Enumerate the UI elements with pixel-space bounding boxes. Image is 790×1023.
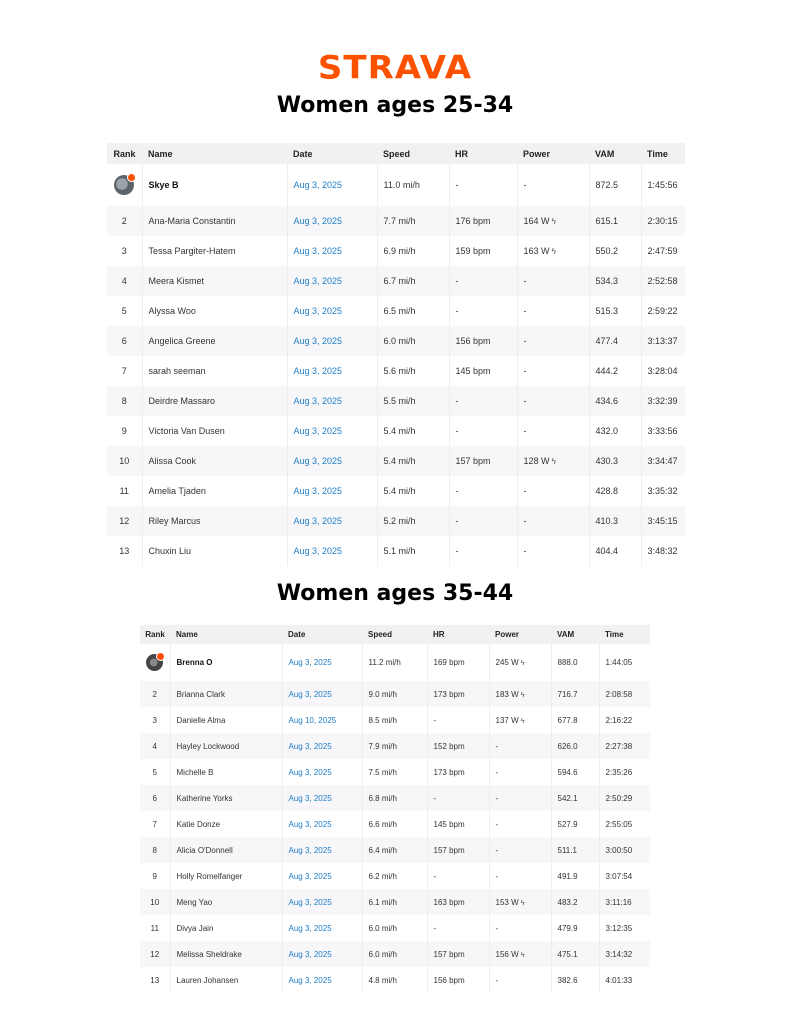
hr-cell: 176 bpm <box>449 206 517 236</box>
leaderboard-table <box>107 143 685 566</box>
vam-cell: 872.5 <box>589 164 641 206</box>
time-cell: 2:47:59 <box>647 246 678 256</box>
power-value: 137 W <box>495 715 519 725</box>
power-cell <box>489 967 551 993</box>
rank-cell: 5 <box>140 759 170 785</box>
athlete-name[interactable]: Meng Yao <box>170 889 282 915</box>
table-row[interactable] <box>107 416 685 446</box>
speed-cell: 5.5 mi/h <box>377 386 449 416</box>
table-row[interactable] <box>107 476 685 506</box>
power-cell <box>517 236 589 266</box>
activity-date-link[interactable]: Aug 3, 2025 <box>287 386 377 416</box>
hr-cell: - <box>449 386 517 416</box>
table-row[interactable] <box>140 707 650 733</box>
vam-cell: 626.0 <box>551 733 599 759</box>
time-cell: 3:07:54 <box>605 871 633 881</box>
hr-cell: - <box>449 164 517 206</box>
speed-cell: 6.4 mi/h <box>362 837 427 863</box>
athlete-name[interactable]: Hayley Lockwood <box>170 733 282 759</box>
vam-cell: 534.3 <box>589 266 641 296</box>
athlete-name[interactable]: Katherine Yorks <box>170 785 282 811</box>
activity-date-link[interactable]: Aug 3, 2025 <box>287 266 377 296</box>
time-cell: 3:13:37 <box>641 326 685 356</box>
rank-cell: 13 <box>140 967 170 993</box>
rank-cell: 11 <box>140 915 170 941</box>
table-row[interactable] <box>140 863 650 889</box>
column-header-power: Power <box>489 625 551 644</box>
power-value: - <box>495 975 499 985</box>
vam-cell: 888.0 <box>551 644 599 681</box>
activity-date-link[interactable]: Aug 3, 2025 <box>282 759 362 785</box>
rank-cell <box>107 164 142 206</box>
vam-cell: 382.6 <box>551 967 599 993</box>
athlete-name[interactable]: Lauren Johansen <box>170 967 282 993</box>
speed-cell: 8.5 mi/h <box>362 707 427 733</box>
rank-cell: 10 <box>107 446 142 476</box>
activity-date-link[interactable]: Aug 3, 2025 <box>282 967 362 993</box>
power-cell <box>489 644 551 681</box>
hr-cell: - <box>449 536 517 566</box>
vam-cell: 404.4 <box>589 536 641 566</box>
hr-cell: 157 bpm <box>427 837 489 863</box>
leaderboard-table <box>140 625 650 993</box>
lightning-bolt-icon: ϟ <box>520 658 525 667</box>
hr-cell: 169 bpm <box>427 644 489 681</box>
activity-date-link[interactable]: Aug 3, 2025 <box>282 941 362 967</box>
hr-cell: 156 bpm <box>427 967 489 993</box>
power-cell <box>517 476 589 506</box>
vam-cell: 444.2 <box>589 356 641 386</box>
table-row[interactable] <box>107 446 685 476</box>
strava-wordmark: STRAVA <box>317 49 473 87</box>
rank-cell: 5 <box>107 296 142 326</box>
activity-date-link[interactable]: Aug 3, 2025 <box>282 811 362 837</box>
time-cell: 2:55:05 <box>605 819 633 829</box>
power-value: - <box>495 741 499 751</box>
time-cell: 3:12:35 <box>605 923 633 933</box>
power-value: - <box>495 819 499 829</box>
power-value: - <box>523 366 527 376</box>
power-cell <box>489 915 551 941</box>
power-value: 128 W <box>523 456 550 466</box>
table-row[interactable] <box>107 266 685 296</box>
activity-date-link[interactable]: Aug 3, 2025 <box>282 785 362 811</box>
vam-cell: 483.2 <box>551 889 599 915</box>
athlete-name[interactable]: Holly Romelfanger <box>170 863 282 889</box>
table-row[interactable] <box>140 733 650 759</box>
power-cell <box>489 707 551 733</box>
time-cell: 1:44:05 <box>605 658 633 667</box>
activity-date-link[interactable]: Aug 3, 2025 <box>287 506 377 536</box>
hr-cell: - <box>449 296 517 326</box>
table-row[interactable] <box>140 811 650 837</box>
speed-cell: 7.9 mi/h <box>362 733 427 759</box>
activity-date-link[interactable]: Aug 3, 2025 <box>287 536 377 566</box>
rank-cell: 6 <box>140 785 170 811</box>
power-cell <box>489 889 551 915</box>
power-cell <box>489 681 551 707</box>
athlete-name[interactable]: Michelle B <box>170 759 282 785</box>
speed-cell: 7.7 mi/h <box>377 206 449 236</box>
table-header-row <box>140 625 650 644</box>
vam-cell: 430.3 <box>589 446 641 476</box>
time-cell: 2:52:58 <box>641 266 685 296</box>
speed-cell: 6.0 mi/h <box>362 915 427 941</box>
power-value: 164 W <box>523 216 550 226</box>
activity-date-link[interactable]: Aug 3, 2025 <box>282 681 362 707</box>
vam-cell: 527.9 <box>551 811 599 837</box>
time-cell: 3:28:04 <box>647 366 678 376</box>
table-row[interactable] <box>107 236 685 266</box>
hr-cell: - <box>449 506 517 536</box>
speed-cell: 6.5 mi/h <box>377 296 449 326</box>
column-header-vam: VAM <box>551 625 599 644</box>
lightning-bolt-icon: ϟ <box>551 216 557 226</box>
rank-cell: 3 <box>140 707 170 733</box>
activity-date-link[interactable]: Aug 3, 2025 <box>282 837 362 863</box>
activity-date-link[interactable]: Aug 3, 2025 <box>282 863 362 889</box>
hr-cell: - <box>427 863 489 889</box>
hr-cell: 157 bpm <box>449 446 517 476</box>
power-value: - <box>495 793 499 803</box>
power-cell <box>517 416 589 446</box>
hr-cell: 159 bpm <box>449 236 517 266</box>
time-cell: 3:11:16 <box>599 889 650 915</box>
power-value: - <box>495 923 499 933</box>
time-cell: 3:35:32 <box>647 486 678 496</box>
time-cell: 3:34:47 <box>641 446 685 476</box>
column-header-rank: Rank <box>107 143 142 164</box>
speed-cell: 11.0 mi/h <box>377 164 449 206</box>
athlete-name[interactable]: Tessa Pargiter-Hatem <box>142 236 287 266</box>
time-cell: 2:35:26 <box>605 767 633 777</box>
time-cell: 2:27:38 <box>599 733 650 759</box>
time-cell: 4:01:33 <box>605 975 633 985</box>
athlete-name[interactable]: Danielle Alma <box>170 707 282 733</box>
activity-date-link[interactable]: Aug 3, 2025 <box>287 356 377 386</box>
speed-cell: 5.4 mi/h <box>377 476 449 506</box>
column-header-power: Power <box>517 143 589 164</box>
activity-date-link[interactable]: Aug 3, 2025 <box>287 164 377 206</box>
table-row[interactable] <box>107 326 685 356</box>
table-header-row <box>107 143 685 164</box>
speed-cell: 9.0 mi/h <box>362 681 427 707</box>
power-value: - <box>523 336 527 346</box>
speed-cell: 6.8 mi/h <box>362 785 427 811</box>
power-cell <box>489 785 551 811</box>
speed-cell: 6.1 mi/h <box>362 889 427 915</box>
vam-cell: 550.2 <box>589 236 641 266</box>
rank-cell: 7 <box>140 811 170 837</box>
rank-cell: 8 <box>140 837 170 863</box>
power-cell <box>517 164 589 206</box>
hr-cell: 156 bpm <box>449 326 517 356</box>
vam-cell: 542.1 <box>551 785 599 811</box>
rank-cell: 3 <box>107 236 142 266</box>
athlete-name[interactable]: Chuxin Liu <box>142 536 287 566</box>
table-row[interactable] <box>107 536 685 566</box>
column-header-name: Name <box>170 625 282 644</box>
column-header-speed: Speed <box>362 625 427 644</box>
activity-date-link[interactable]: Aug 3, 2025 <box>282 889 362 915</box>
rank-cell: 2 <box>140 681 170 707</box>
time-cell: 2:16:22 <box>605 715 633 725</box>
vam-cell: 716.7 <box>551 681 599 707</box>
column-header-time: Time <box>641 143 685 164</box>
column-header-date: Date <box>287 143 377 164</box>
table-row[interactable] <box>140 889 650 915</box>
athlete-name[interactable]: Alissa Cook <box>142 446 287 476</box>
hr-cell: - <box>449 476 517 506</box>
power-cell <box>517 386 589 416</box>
time-cell: 3:45:15 <box>641 506 685 536</box>
table-row[interactable] <box>140 644 650 681</box>
power-value: - <box>523 546 527 556</box>
hr-cell: - <box>427 915 489 941</box>
power-value: - <box>523 426 527 436</box>
vam-cell: 410.3 <box>589 506 641 536</box>
speed-cell: 6.0 mi/h <box>377 326 449 356</box>
power-cell <box>489 941 551 967</box>
power-cell <box>517 326 589 356</box>
column-header-time: Time <box>599 625 650 644</box>
power-cell <box>517 356 589 386</box>
hr-cell: 163 bpm <box>427 889 489 915</box>
time-cell: 3:00:50 <box>599 837 650 863</box>
lightning-bolt-icon: ϟ <box>551 246 557 256</box>
power-value: 153 W <box>495 897 519 907</box>
vam-cell: 477.4 <box>589 326 641 356</box>
power-cell <box>517 206 589 236</box>
athlete-name[interactable]: Angelica Greene <box>142 326 287 356</box>
vam-cell: 428.8 <box>589 476 641 506</box>
activity-date-link[interactable]: Aug 3, 2025 <box>287 446 377 476</box>
speed-cell: 6.6 mi/h <box>362 811 427 837</box>
vam-cell: 511.1 <box>551 837 599 863</box>
activity-date-link[interactable]: Aug 3, 2025 <box>282 915 362 941</box>
vam-cell: 491.9 <box>551 863 599 889</box>
lightning-bolt-icon: ϟ <box>520 949 525 959</box>
table-row[interactable] <box>140 967 650 993</box>
section-title: Women ages 35-44 <box>276 581 514 606</box>
first-place-avatar-icon[interactable] <box>114 175 134 195</box>
athlete-name[interactable]: Melissa Sheldrake <box>170 941 282 967</box>
table-row[interactable] <box>107 206 685 236</box>
table-row[interactable] <box>140 837 650 863</box>
vam-cell: 677.8 <box>551 707 599 733</box>
hr-cell: 152 bpm <box>427 733 489 759</box>
power-cell <box>517 536 589 566</box>
table-row[interactable] <box>107 386 685 416</box>
power-cell <box>489 733 551 759</box>
power-cell <box>489 811 551 837</box>
power-cell <box>517 296 589 326</box>
power-cell <box>489 837 551 863</box>
table-row[interactable] <box>107 296 685 326</box>
lightning-bolt-icon: ϟ <box>520 897 525 907</box>
table-row[interactable] <box>107 506 685 536</box>
power-value: - <box>523 396 527 406</box>
power-value: - <box>523 180 527 190</box>
athlete-name[interactable]: Alyssa Woo <box>142 296 287 326</box>
column-header-speed: Speed <box>377 143 449 164</box>
rank-cell: 12 <box>140 941 170 967</box>
table-row[interactable] <box>140 941 650 967</box>
athlete-name[interactable]: sarah seeman <box>142 356 287 386</box>
activity-date-link[interactable]: Aug 3, 2025 <box>282 644 362 681</box>
power-value: 183 W <box>495 689 519 699</box>
hr-cell: 145 bpm <box>449 356 517 386</box>
power-cell <box>517 266 589 296</box>
speed-cell: 7.5 mi/h <box>362 759 427 785</box>
lightning-bolt-icon: ϟ <box>520 715 525 725</box>
column-header-rank: Rank <box>140 625 170 644</box>
column-header-hr: HR <box>427 625 489 644</box>
athlete-name[interactable]: Meera Kismet <box>142 266 287 296</box>
power-value: - <box>523 306 527 316</box>
power-value: 163 W <box>523 246 550 256</box>
time-cell: 1:45:56 <box>647 180 678 190</box>
speed-cell: 11.2 mi/h <box>362 644 427 681</box>
time-cell: 3:32:39 <box>641 386 685 416</box>
speed-cell: 5.1 mi/h <box>377 536 449 566</box>
time-cell: 2:30:15 <box>641 206 685 236</box>
rank-cell: 2 <box>107 206 142 236</box>
athlete-name[interactable]: Skye B <box>142 164 287 206</box>
rank-cell: 8 <box>107 386 142 416</box>
rank-cell: 9 <box>107 416 142 446</box>
vam-cell: 615.1 <box>589 206 641 236</box>
first-place-avatar-icon[interactable] <box>146 654 163 671</box>
activity-date-link[interactable]: Aug 3, 2025 <box>287 206 377 236</box>
vam-cell: 479.9 <box>551 915 599 941</box>
power-cell <box>489 759 551 785</box>
column-header-vam: VAM <box>589 143 641 164</box>
hr-cell: - <box>449 416 517 446</box>
power-value: - <box>523 276 527 286</box>
table-row[interactable] <box>107 356 685 386</box>
hr-cell: 157 bpm <box>427 941 489 967</box>
power-value: 156 W <box>495 949 519 959</box>
speed-cell: 5.6 mi/h <box>377 356 449 386</box>
speed-cell: 5.4 mi/h <box>377 416 449 446</box>
athlete-name[interactable]: Ana-Maria Constantin <box>142 206 287 236</box>
rank-cell: 7 <box>107 356 142 386</box>
column-header-date: Date <box>282 625 362 644</box>
table-row[interactable] <box>140 785 650 811</box>
time-cell: 2:59:22 <box>647 306 678 316</box>
vam-cell: 432.0 <box>589 416 641 446</box>
athlete-name[interactable]: Katie Donze <box>170 811 282 837</box>
speed-cell: 6.2 mi/h <box>362 863 427 889</box>
time-cell: 3:14:32 <box>599 941 650 967</box>
speed-cell: 6.7 mi/h <box>377 266 449 296</box>
power-cell <box>517 506 589 536</box>
activity-date-link[interactable]: Aug 3, 2025 <box>287 296 377 326</box>
time-cell: 3:48:32 <box>647 546 678 556</box>
activity-date-link[interactable]: Aug 3, 2025 <box>282 733 362 759</box>
activity-date-link[interactable]: Aug 3, 2025 <box>287 326 377 356</box>
hr-cell: 173 bpm <box>427 681 489 707</box>
hr-cell: - <box>449 266 517 296</box>
strava-logo[interactable] <box>0 48 790 88</box>
column-header-hr: HR <box>449 143 517 164</box>
rank-cell: 11 <box>107 476 142 506</box>
table-row[interactable] <box>107 164 685 206</box>
rank-cell: 6 <box>107 326 142 356</box>
activity-date-link[interactable]: Aug 3, 2025 <box>287 416 377 446</box>
rank-cell: 12 <box>107 506 142 536</box>
section-title: Women ages 25-34 <box>276 93 514 118</box>
athlete-name[interactable]: Deirdre Massaro <box>142 386 287 416</box>
athlete-name[interactable]: Brianna Clark <box>170 681 282 707</box>
power-value: - <box>495 871 499 881</box>
table-row[interactable] <box>140 759 650 785</box>
lightning-bolt-icon: ϟ <box>520 689 525 699</box>
table-row[interactable] <box>140 681 650 707</box>
speed-cell: 4.8 mi/h <box>362 967 427 993</box>
activity-date-link[interactable]: Aug 10, 2025 <box>282 707 362 733</box>
hr-cell: 145 bpm <box>427 811 489 837</box>
time-cell: 3:33:56 <box>647 426 678 436</box>
hr-cell: - <box>427 785 489 811</box>
rank-cell: 4 <box>107 266 142 296</box>
vam-cell: 515.3 <box>589 296 641 326</box>
athlete-name[interactable]: Brenna O <box>170 644 282 681</box>
rank-cell: 10 <box>140 889 170 915</box>
athlete-name[interactable]: Riley Marcus <box>142 506 287 536</box>
hr-cell: - <box>427 707 489 733</box>
athlete-name[interactable]: Victoria Van Dusen <box>142 416 287 446</box>
column-header-name: Name <box>142 143 287 164</box>
speed-cell: 5.2 mi/h <box>377 506 449 536</box>
table-row[interactable] <box>140 915 650 941</box>
athlete-name[interactable]: Alicia O'Donnell <box>170 837 282 863</box>
rank-cell: 4 <box>140 733 170 759</box>
activity-date-link[interactable]: Aug 3, 2025 <box>287 236 377 266</box>
hr-cell: 173 bpm <box>427 759 489 785</box>
rank-cell <box>140 644 170 681</box>
lightning-bolt-icon: ϟ <box>551 456 557 466</box>
power-value: - <box>495 767 499 777</box>
time-cell: 2:50:29 <box>599 785 650 811</box>
speed-cell: 5.4 mi/h <box>377 446 449 476</box>
power-value: - <box>523 516 527 526</box>
vam-cell: 594.6 <box>551 759 599 785</box>
power-value: - <box>495 845 499 855</box>
vam-cell: 434.6 <box>589 386 641 416</box>
power-value: 245 W <box>495 658 519 667</box>
speed-cell: 6.9 mi/h <box>377 236 449 266</box>
athlete-name[interactable]: Divya Jain <box>170 915 282 941</box>
time-cell: 2:08:58 <box>599 681 650 707</box>
power-value: - <box>523 486 527 496</box>
activity-date-link[interactable]: Aug 3, 2025 <box>287 476 377 506</box>
speed-cell: 6.0 mi/h <box>362 941 427 967</box>
power-cell <box>489 863 551 889</box>
power-cell <box>517 446 589 476</box>
vam-cell: 475.1 <box>551 941 599 967</box>
rank-cell: 9 <box>140 863 170 889</box>
athlete-name[interactable]: Amelia Tjaden <box>142 476 287 506</box>
rank-cell: 13 <box>107 536 142 566</box>
